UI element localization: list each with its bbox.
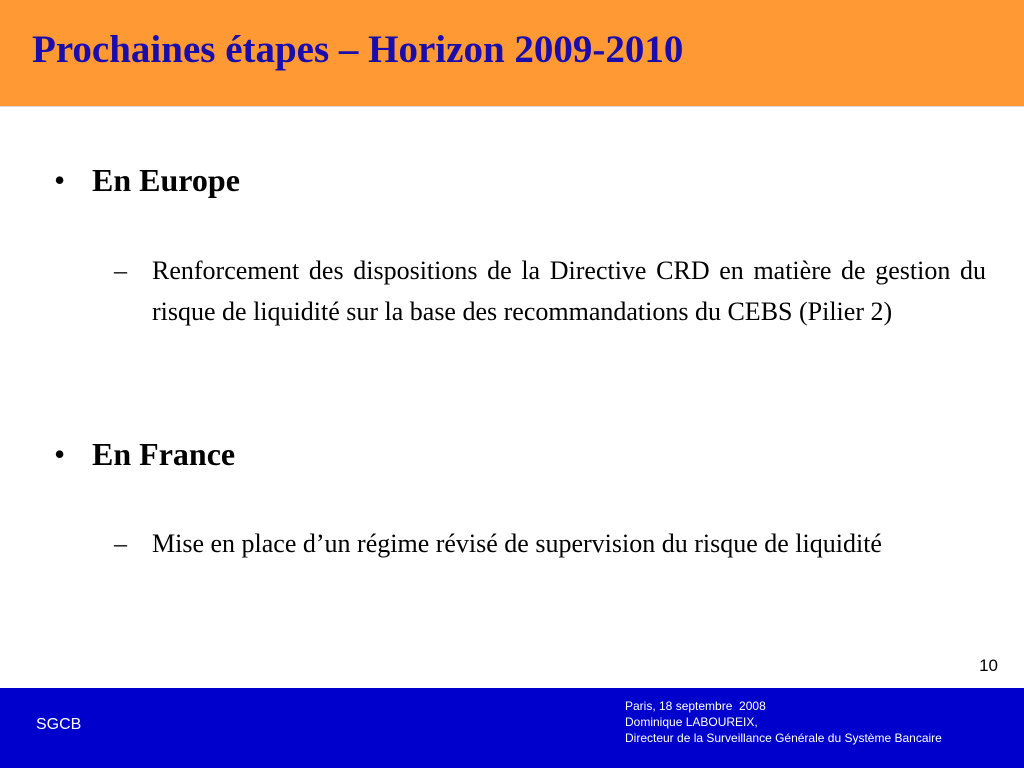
sub-bullet-text: Renforcement des dispositions de la Directive CRD en matière de gestion du risque de liquidité sur la base des recommandations du CEBS (Pilier 2) <box>152 256 986 326</box>
section-heading-europe <box>54 160 994 200</box>
dash-marker: – <box>114 529 127 558</box>
section-heading-text: En France <box>92 436 236 472</box>
page-number: 10 <box>979 656 998 675</box>
slide-title: Prochaines étapes – Horizon 2009-2010 <box>32 28 684 71</box>
footer-presenter: Dominique LABOUREIX, <box>625 715 758 729</box>
footer-band <box>0 688 1024 768</box>
sub-bullet-europe <box>114 250 986 332</box>
sub-bullet-france <box>114 523 986 564</box>
footer-info <box>625 698 942 746</box>
bullet-marker: • <box>54 436 66 472</box>
footer-organization: SGCB <box>36 716 82 733</box>
footer-presenter-role: Directeur de la Surveillance Générale du Système Bancaire <box>625 731 942 745</box>
header-band <box>0 0 1024 107</box>
footer-place-date: Paris, 18 septembre 2008 <box>625 699 766 713</box>
section-heading-france <box>54 434 994 474</box>
sub-bullet-text: Mise en place d’un régime révisé de supervision du risque de liquidité <box>152 529 882 558</box>
dash-marker: – <box>114 256 127 285</box>
section-heading-text: En Europe <box>92 162 240 198</box>
bullet-marker: • <box>54 162 66 198</box>
